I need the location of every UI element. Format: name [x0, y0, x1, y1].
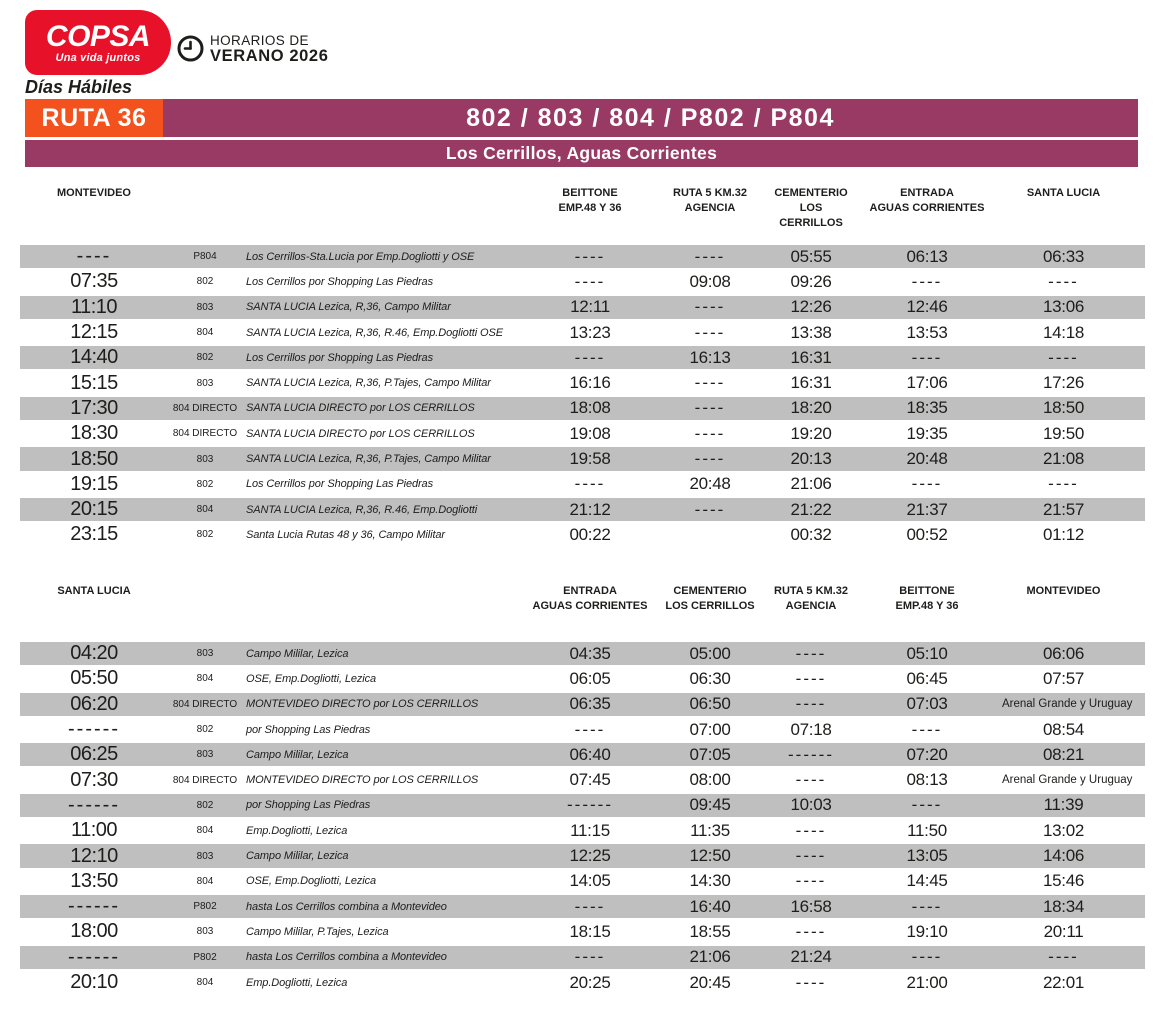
stop-time: 07:05 [689, 744, 731, 764]
table-row [20, 296, 1145, 321]
stop-time: 05:10 [906, 643, 948, 663]
stop-time: 16:58 [790, 896, 832, 916]
departure-time: 12:15 [70, 321, 118, 344]
route-code: 803 [196, 377, 214, 389]
departure-time: ------ [68, 793, 120, 816]
stop-time: 06:45 [906, 668, 948, 688]
route-code: 804 DIRECTO [172, 428, 238, 440]
route-description: hasta Los Cerrillos combina a Montevideo [246, 900, 447, 913]
stop-time: 20:11 [1043, 921, 1084, 941]
stop-time: 18:08 [569, 398, 611, 418]
departure-time: 15:15 [70, 371, 118, 394]
stop-time: ---- [694, 297, 726, 317]
table-row [20, 321, 1145, 346]
stop-time: 18:34 [1042, 896, 1085, 916]
stop-time: ---- [795, 972, 827, 992]
column-header-line2: AGUAS CORRIENTES [532, 600, 648, 612]
table-row [20, 895, 1145, 920]
stop-time: 06:05 [569, 668, 611, 688]
stop-time: ---- [795, 643, 827, 663]
table-row [20, 245, 1145, 270]
departure-time: 19:15 [70, 472, 118, 495]
column-header [650, 186, 770, 216]
stop-time: ---- [574, 347, 606, 367]
table-row [20, 870, 1145, 895]
stop-time: 13:53 [906, 322, 948, 342]
departure-time: ------ [68, 718, 120, 741]
table-row [20, 743, 1145, 768]
stop-time: ---- [795, 871, 827, 891]
stop-time: ---- [1048, 271, 1079, 291]
route-code: P802 [193, 951, 217, 963]
departure-time: 13:50 [70, 869, 118, 892]
banner-top-band [25, 99, 1138, 137]
column-header [1002, 584, 1125, 599]
stop-time: 16:40 [689, 896, 731, 916]
route-code: 804 DIRECTO [172, 402, 238, 414]
table-row [20, 693, 1145, 718]
column-header-line2: LOS CERRILLOS [779, 202, 843, 229]
route-code: 803 [196, 453, 214, 465]
stop-time: 11:35 [690, 820, 730, 840]
stop-time: 06:35 [569, 694, 611, 714]
route-code: 804 [196, 977, 214, 988]
stop-time: ---- [795, 770, 827, 790]
stop-time: 17:06 [906, 373, 948, 393]
stop-time: 21:12 [569, 499, 611, 519]
stop-time: 04:35 [569, 643, 611, 663]
stop-time: 21:08 [1042, 449, 1085, 469]
table-row [20, 844, 1145, 869]
route-description: SANTA LUCIA DIRECTO por LOS CERRILLOS [246, 427, 475, 440]
column-header [530, 186, 650, 216]
stop-time: 06:33 [1042, 246, 1085, 266]
column-header-line1: RUTA 5 KM.32 [673, 187, 747, 199]
stop-time: ---- [1048, 947, 1079, 967]
route-code: 804 DIRECTO [172, 698, 238, 710]
clock-icon [177, 35, 204, 62]
stop-time: ---- [574, 719, 606, 739]
route-description: por Shopping Las Piedras [246, 723, 371, 736]
schedule-badge [210, 33, 328, 65]
column-header [852, 584, 1002, 614]
stop-time: 19:58 [569, 449, 611, 469]
stop-time: ---- [694, 246, 726, 266]
santa-lucia-table-header [20, 584, 1145, 614]
table-row [20, 819, 1145, 844]
santa-lucia-table-body [20, 642, 1145, 996]
departure-time: 07:35 [70, 270, 118, 293]
stop-time: 22:01 [1042, 972, 1085, 992]
route-code: 803 [196, 648, 214, 660]
route-description: Los Cerrillos por Shopping Las Piedras [246, 351, 433, 364]
stop-time: 07:00 [689, 719, 731, 739]
route-code: 803 [196, 926, 214, 938]
stop-time: 12:25 [569, 846, 611, 866]
stop-time: ---- [911, 896, 943, 916]
table-row [20, 523, 1145, 548]
stop-time: ---- [574, 246, 606, 266]
stop-time: 21:57 [1042, 499, 1085, 519]
route-code: 803 [196, 301, 214, 313]
stop-time: 06:30 [689, 668, 731, 688]
stop-time: 21:06 [790, 474, 832, 494]
logo-brand-text: COPSA [45, 19, 151, 53]
column-header-line2: AGUAS CORRIENTES [869, 202, 985, 214]
origin-label: SANTA LUCIA [57, 585, 131, 597]
stop-time: 00:32 [790, 524, 832, 544]
stop-time: ---- [795, 820, 827, 840]
route-code: 804 [196, 875, 214, 887]
table-row [20, 270, 1145, 295]
banner-subtitle: Los Cerrillos, Aguas Corrientes [25, 140, 1138, 167]
column-header-line1: ENTRADA [900, 187, 954, 199]
route-description: Emp.Dogliotti, Lezica [246, 976, 348, 989]
column-header-line2: AGENCIA [684, 202, 736, 214]
stop-time: 09:45 [689, 795, 731, 815]
departure-time: 07:30 [70, 768, 118, 791]
montevideo-table-header [20, 186, 1145, 231]
column-header [530, 584, 650, 614]
column-header-line2: AGENCIA [785, 600, 837, 612]
stop-time: 19:10 [906, 921, 948, 941]
stop-time: 06:13 [906, 246, 948, 266]
column-header-line1: SANTA LUCIA [1026, 187, 1101, 199]
table-row [20, 642, 1145, 667]
route-code: 802 [196, 724, 214, 736]
stop-time: Arenal Grande y Uruguay [1002, 774, 1133, 787]
route-description: Campo Mililar, Lezica [246, 647, 349, 660]
stop-time: 15:46 [1042, 871, 1085, 891]
route-description: SANTA LUCIA DIRECTO por LOS CERRILLOS [246, 402, 475, 415]
stop-time: ---- [574, 474, 606, 494]
column-header [650, 584, 770, 614]
departure-time: 18:50 [70, 447, 118, 470]
stop-time: 08:21 [1042, 744, 1085, 764]
stop-time: 20:48 [689, 474, 731, 494]
stop-time: ---- [911, 271, 943, 291]
route-description: hasta Los Cerrillos combina a Montevideo [246, 951, 447, 964]
stop-time: ---- [1048, 347, 1079, 367]
stop-time: 06:06 [1042, 643, 1085, 663]
route-code: 802 [196, 352, 214, 364]
column-header-line1: CEMENTERIO [774, 187, 848, 199]
stop-time: 07:03 [906, 694, 948, 714]
table-row [20, 422, 1145, 447]
route-description: Los Cerrillos por Shopping Las Piedras [246, 478, 433, 491]
stop-time: ---- [694, 373, 726, 393]
column-header-line2: EMP.48 Y 36 [558, 202, 622, 214]
table-row [20, 718, 1145, 743]
stop-time: 09:08 [689, 271, 731, 291]
table-row [20, 346, 1145, 371]
column-header-line1: BEITTONE [899, 585, 955, 597]
column-header [770, 584, 852, 614]
stop-time: 12:46 [906, 297, 948, 317]
stop-time: ---- [911, 947, 943, 967]
stop-time: ---- [574, 896, 606, 916]
route-description: Los Cerrillos por Shopping Las Piedras [246, 275, 433, 288]
stop-time: 11:39 [1043, 795, 1084, 815]
route-code: 804 [196, 673, 214, 685]
stop-time: ------ [567, 795, 613, 815]
stop-time: 00:22 [569, 524, 611, 544]
table-row [20, 498, 1145, 523]
stop-time: 07:18 [790, 719, 832, 739]
route-description: Campo Mililar, Lezica [246, 850, 349, 863]
table-row [20, 920, 1145, 945]
stop-time: ------ [788, 744, 834, 764]
table-row [20, 794, 1145, 819]
stop-time: 18:15 [569, 921, 611, 941]
route-code: 804 [196, 504, 214, 516]
stop-time: ---- [795, 846, 827, 866]
stop-time: 00:52 [906, 524, 948, 544]
column-header-line2: EMP.48 Y 36 [895, 600, 959, 612]
stop-time: 19:08 [569, 423, 611, 443]
route-code: 802 [196, 529, 214, 541]
day-type-label: Días Hábiles [25, 77, 133, 97]
stop-time: 13:38 [790, 322, 832, 342]
departure-time: 12:10 [70, 844, 118, 867]
route-code: 804 [196, 825, 214, 837]
stop-time: ---- [574, 947, 606, 967]
stop-time: ---- [1048, 474, 1079, 494]
route-description: OSE, Emp.Dogliotti, Lezica [246, 875, 377, 888]
departure-time: 06:25 [70, 743, 118, 766]
stop-time: 06:40 [569, 744, 611, 764]
route-number-box: RUTA 36 [25, 99, 163, 137]
route-description: SANTA LUCIA Lezica, R,36, P.Tajes, Campo Militar [246, 453, 491, 466]
stop-time: 14:18 [1042, 322, 1085, 342]
stop-time: ---- [694, 322, 726, 342]
stop-time: 07:20 [906, 744, 948, 764]
stop-time: 14:45 [906, 871, 948, 891]
route-code: 803 [196, 850, 214, 862]
stop-time: 14:30 [689, 871, 731, 891]
table-row [20, 768, 1145, 793]
table-row [20, 473, 1145, 498]
stop-time: 20:48 [906, 449, 948, 469]
route-description: SANTA LUCIA Lezica, R,36, Campo Militar [246, 301, 451, 314]
column-header-line1: ENTRADA [563, 585, 617, 597]
route-code: 804 DIRECTO [172, 774, 238, 786]
departure-time: 18:00 [70, 920, 118, 943]
route-code: 802 [196, 276, 214, 288]
route-description: MONTEVIDEO DIRECTO por LOS CERRILLOS [246, 774, 479, 787]
stop-time: 21:06 [689, 947, 731, 967]
stop-time: 11:50 [907, 820, 947, 840]
stop-time: 21:37 [906, 499, 948, 519]
stop-time: ---- [911, 719, 943, 739]
stop-time: ---- [795, 694, 827, 714]
departure-time: 11:10 [70, 295, 118, 318]
stop-time: 13:23 [569, 322, 611, 342]
stop-time: ---- [911, 474, 943, 494]
stop-time: 14:05 [569, 871, 611, 891]
route-banner [25, 99, 1138, 167]
table-row [20, 371, 1145, 396]
stop-time: 11:15 [570, 820, 610, 840]
route-description: OSE, Emp.Dogliotti, Lezica [246, 672, 377, 685]
stop-time: Arenal Grande y Uruguay [1002, 698, 1133, 711]
column-header [1002, 186, 1125, 201]
stop-time: 16:16 [569, 373, 611, 393]
logo-tagline: Una vida juntos [55, 51, 141, 64]
stop-time: 16:13 [689, 347, 731, 367]
stop-time: 13:05 [906, 846, 948, 866]
departure-time: ------ [68, 895, 120, 918]
route-code: 804 [196, 327, 214, 339]
stop-time: 07:45 [569, 770, 611, 790]
departure-time: 05:50 [70, 667, 118, 690]
stop-time: 21:00 [906, 972, 948, 992]
stop-time: ---- [694, 423, 726, 443]
stop-time: 18:55 [689, 921, 731, 941]
route-description: Los Cerrillos-Sta.Lucia por Emp.Dogliotti y OSE [246, 250, 475, 263]
column-header-line1: CEMENTERIO [673, 585, 747, 597]
stop-time: 18:20 [790, 398, 832, 418]
table-row [20, 971, 1145, 996]
stop-time: 16:31 [790, 373, 832, 393]
table-row [20, 946, 1145, 971]
departure-time: 06:20 [70, 692, 118, 715]
stop-time: 19:20 [790, 423, 832, 443]
stop-time: 16:31 [790, 347, 832, 367]
stop-time: 19:50 [1042, 423, 1085, 443]
stop-time: 01:12 [1042, 524, 1085, 544]
route-codes-label: 802 / 803 / 804 / P802 / P804 [163, 99, 1138, 137]
stop-time: ---- [694, 499, 726, 519]
stop-time: 20:25 [569, 972, 611, 992]
stop-time: ---- [795, 921, 827, 941]
column-header-line1: RUTA 5 KM.32 [774, 585, 848, 597]
stop-time: 10:03 [790, 795, 832, 815]
stop-time: 06:50 [689, 694, 731, 714]
route-description: por Shopping Las Piedras [246, 799, 371, 812]
column-header [852, 186, 1002, 216]
route-description: SANTA LUCIA Lezica, R,36, R.46, Emp.Dogliotti [246, 503, 478, 516]
departure-time: 04:20 [70, 642, 118, 665]
stop-time: ---- [694, 449, 726, 469]
stop-time: ---- [694, 398, 726, 418]
departure-time: 20:10 [70, 971, 118, 993]
route-code: P804 [193, 251, 217, 263]
stop-time: 09:26 [790, 271, 832, 291]
schedule-badge-line1: HORARIOS DE [210, 33, 309, 48]
stop-time: 12:50 [689, 846, 731, 866]
stop-time: 17:26 [1042, 373, 1085, 393]
table-row [20, 667, 1145, 692]
stop-time: 12:26 [790, 297, 832, 317]
departure-time: 17:30 [70, 396, 118, 419]
departure-time: ------ [68, 945, 120, 968]
stop-time: ---- [911, 347, 943, 367]
departure-time: 18:30 [70, 422, 118, 445]
origin-label: MONTEVIDEO [57, 187, 131, 199]
stop-time: 21:24 [790, 947, 832, 967]
stop-time: 05:55 [790, 246, 832, 266]
column-header-line2: LOS CERRILLOS [665, 600, 755, 612]
stop-time: 08:00 [689, 770, 731, 790]
departure-time: ---- [76, 245, 112, 268]
table-row [20, 397, 1145, 422]
route-description: Campo Mililar, Lezica [246, 748, 349, 761]
route-description: Emp.Dogliotti, Lezica [246, 824, 348, 837]
stop-time: 08:54 [1042, 719, 1085, 739]
column-header-line1: BEITTONE [562, 187, 618, 199]
route-description: SANTA LUCIA Lezica, R,36, P.Tajes, Campo Militar [246, 377, 491, 390]
departure-time: 20:15 [70, 498, 118, 521]
stop-time: ---- [574, 271, 606, 291]
route-code: 802 [196, 799, 214, 811]
stop-time: 18:50 [1042, 398, 1085, 418]
stop-time: 13:06 [1042, 297, 1085, 317]
route-description: SANTA LUCIA Lezica, R,36, R.46, Emp.Dogliotti OSE [246, 326, 503, 339]
departure-time: 11:00 [70, 819, 118, 842]
stop-time: 20:13 [790, 449, 832, 469]
departure-time: 14:40 [70, 346, 118, 369]
stop-time: 07:57 [1042, 668, 1085, 688]
stop-time: 12:11 [570, 297, 610, 317]
stop-time: 13:02 [1042, 820, 1085, 840]
schedule-badge-line2: VERANO 2026 [210, 47, 329, 65]
stop-time: ---- [795, 668, 827, 688]
route-code: 802 [196, 478, 214, 490]
route-description: Santa Lucia Rutas 48 y 36, Campo Militar [246, 528, 445, 541]
route-description: Campo Mililar, P.Tajes, Lezica [246, 925, 389, 938]
stop-time: 19:35 [906, 423, 948, 443]
route-description: MONTEVIDEO DIRECTO por LOS CERRILLOS [246, 698, 479, 711]
departure-time: 23:15 [70, 523, 118, 546]
column-header-line1: MONTEVIDEO [1026, 585, 1101, 597]
stop-time: 08:13 [906, 770, 948, 790]
column-header [770, 186, 852, 231]
stop-time: 20:45 [689, 972, 731, 992]
copsa-logo [25, 10, 171, 75]
route-code: 803 [196, 749, 214, 761]
stop-time: 18:35 [906, 398, 948, 418]
montevideo-table-body [20, 245, 1145, 549]
stop-time: 14:06 [1042, 846, 1085, 866]
route-code: P802 [193, 901, 217, 913]
stop-time: 21:22 [790, 499, 832, 519]
table-row [20, 447, 1145, 472]
stop-time: ---- [911, 795, 943, 815]
stop-time: 05:00 [689, 643, 731, 663]
